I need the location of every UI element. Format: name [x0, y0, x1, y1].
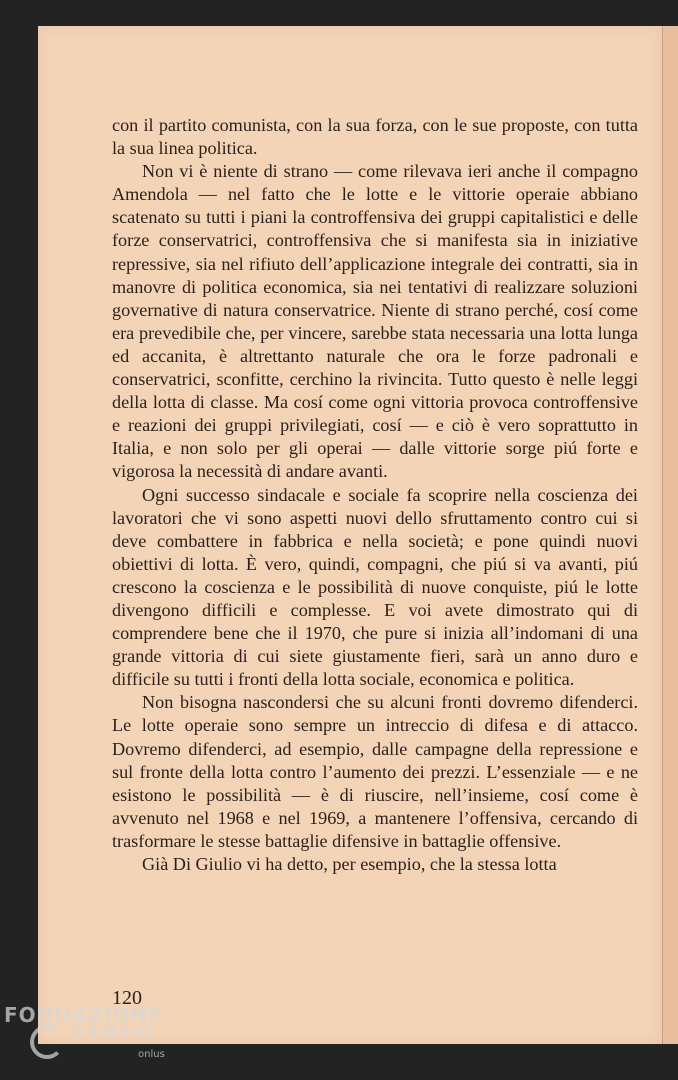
paragraph-2: Non vi è niente di strano — come rilevava ieri anche il compagno Amendola — nel fatto che le lotte e le vittorie operaie abbiano scatenato su tutti i piani la controffensiva dei gruppi capitalistici e delle forze conservatrici, controffensiva che si manifesta sia in iniziative repressive, sia nel rifiuto dell’applicazione integrale dei contratti, sia in manovre di politica economica, sia nei tentativi di realizzare soluzioni governative di natura conservatrice. Niente di strano perché, cosí come era prevedibile che, per vincere, sarebbe stata necessaria una lotta lunga ed accanita, è altrettanto naturale che ora le forze padronali e conservatrici, sconfitte, cerchino la rivincita. Tutto questo è nelle leggi della lotta di classe. Ma cosí come ogni vittoria provoca controffensive e reazioni dei gruppi privilegiati, cosí — e ciò è vero soprattutto in Italia, e non solo per gli operai — dalle vittorie sorge piú forte e vigorosa la necessità di andare avanti.: [112, 161, 638, 482]
paragraph-5: Già Di Giulio vi ha detto, per esempio, che la stessa lotta: [142, 854, 557, 874]
watermark-line-1: FONDAZIONE: [4, 1003, 163, 1027]
paragraph-1: con il partito comunista, con la sua forza, con le sue proposte, con tutta la sua linea politica.: [112, 115, 638, 159]
watermark-g-logo-icon: [30, 1025, 64, 1059]
watermark-line-2: RAMSCI: [72, 1023, 156, 1041]
adjacent-page-edge: [662, 26, 678, 1044]
paragraph-3: Ogni successo sindacale e sociale fa scoprire nella coscienza dei lavoratori che vi sono aspetti nuovi dello sfruttamento contro cui si deve combattere in fabbrica e nella società; e pone quindi nuovi obiettivi di lotta. È vero, quindi, compagni, che piú si va avanti, piú crescono la coscienza e le possibilità di nuove conquiste, piú le lotte divengono difficili e complesse. E voi avete dimostrato qui di comprendere bene che il 1970, che pure si inizia all’indomani di una grande vittoria di cui siete giustamente fieri, sarà un anno duro e difficile su tutti i fronti della lotta sociale, economica e politica.: [112, 484, 638, 690]
page-number: 120: [112, 987, 142, 1009]
body-text: [112, 114, 638, 876]
watermark-line-3: onlus: [138, 1049, 165, 1060]
paragraph-4: Non bisogna nascondersi che su alcuni fronti dovremo difenderci. Le lotte operaie sono sempre un intreccio di difesa e di attacco. Dovremo difenderci, ad esempio, dalle campagne della repressione e sul fronte della lotta contro l’aumento dei prezzi. L’essenziale — e ne esistono le possibilità — è di riuscire, nell’insieme, cosí come è avvenuto nel 1968 e nel 1969, a mantenere l’offensiva, cercando di trasformare le stesse battaglie difensive in battaglie offensive.: [112, 692, 638, 851]
